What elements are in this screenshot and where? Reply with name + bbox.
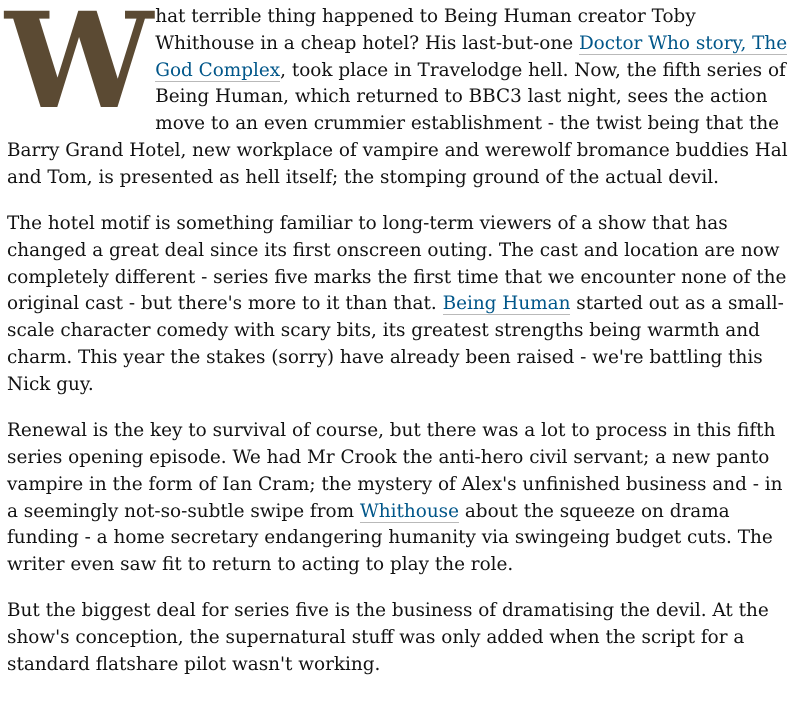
paragraph-3-text-start: Renewal is the key to survival of course, but there was a lot to process in this fifth series opening episode. We had Mr Crook the anti-hero civil servant; a new panto vampire in the form of Ian Cram; the mystery of Alex's unfinished business and - in a seemingly not-so-subtle swipe from: [7, 420, 783, 522]
paragraph-4-text: But the biggest deal for series five is the business of dramatising the devil. At the show's conception, the supernatural stuff was only added when the script for a standard flatshare pilot wasn't working.: [7, 600, 769, 676]
paragraph-1-text-start: hat terrible thing happened to Being Human creator Toby Whithouse in a cheap hotel? His last-but-one: [155, 6, 696, 54]
paragraph-1: [5, 0, 793, 192]
paragraph-1-text-end: , took place in Travelodge hell. Now, the fifth series of Being Human, which returned to BBC3 last night, sees the action move to an even crummier establishment - the twist being that the Barry Grand Hotel, new workplace of vampire and werewolf bromance buddies Hal and Tom, is presented as hell itself; the stomping ground of the actual devil.: [7, 59, 788, 188]
being-human-link[interactable]: Being Human: [442, 293, 571, 315]
paragraph-4: [7, 598, 793, 678]
whithouse-link[interactable]: Whithouse: [359, 500, 459, 522]
paragraph-3: [7, 418, 793, 579]
paragraph-3-text-end: about the squeeze on drama funding - a home secretary endangering humanity via swingeing budget cuts. The writer even saw fit to return to acting to play the role.: [7, 500, 773, 576]
doctor-who-god-complex-link[interactable]: Doctor Who story, The God Complex: [155, 32, 788, 81]
paragraph-2-text-start: The hotel motif is something familiar to long-term viewers of a show that has changed a great deal since its first onscreen outing. The cast and location are now completely different - series five marks the first time that we encounter none of the original cast - but there's more to it than that.: [7, 213, 787, 315]
paragraph-2-text-end: started out as a small-scale character comedy with scary bits, its greatest strengths being warmth and charm. This year the stakes (sorry) have already been raised - we're battling this Nick guy.: [7, 293, 784, 395]
drop-cap: W: [5, 0, 148, 139]
article-body: [5, 0, 793, 698]
paragraph-2: [7, 211, 793, 399]
